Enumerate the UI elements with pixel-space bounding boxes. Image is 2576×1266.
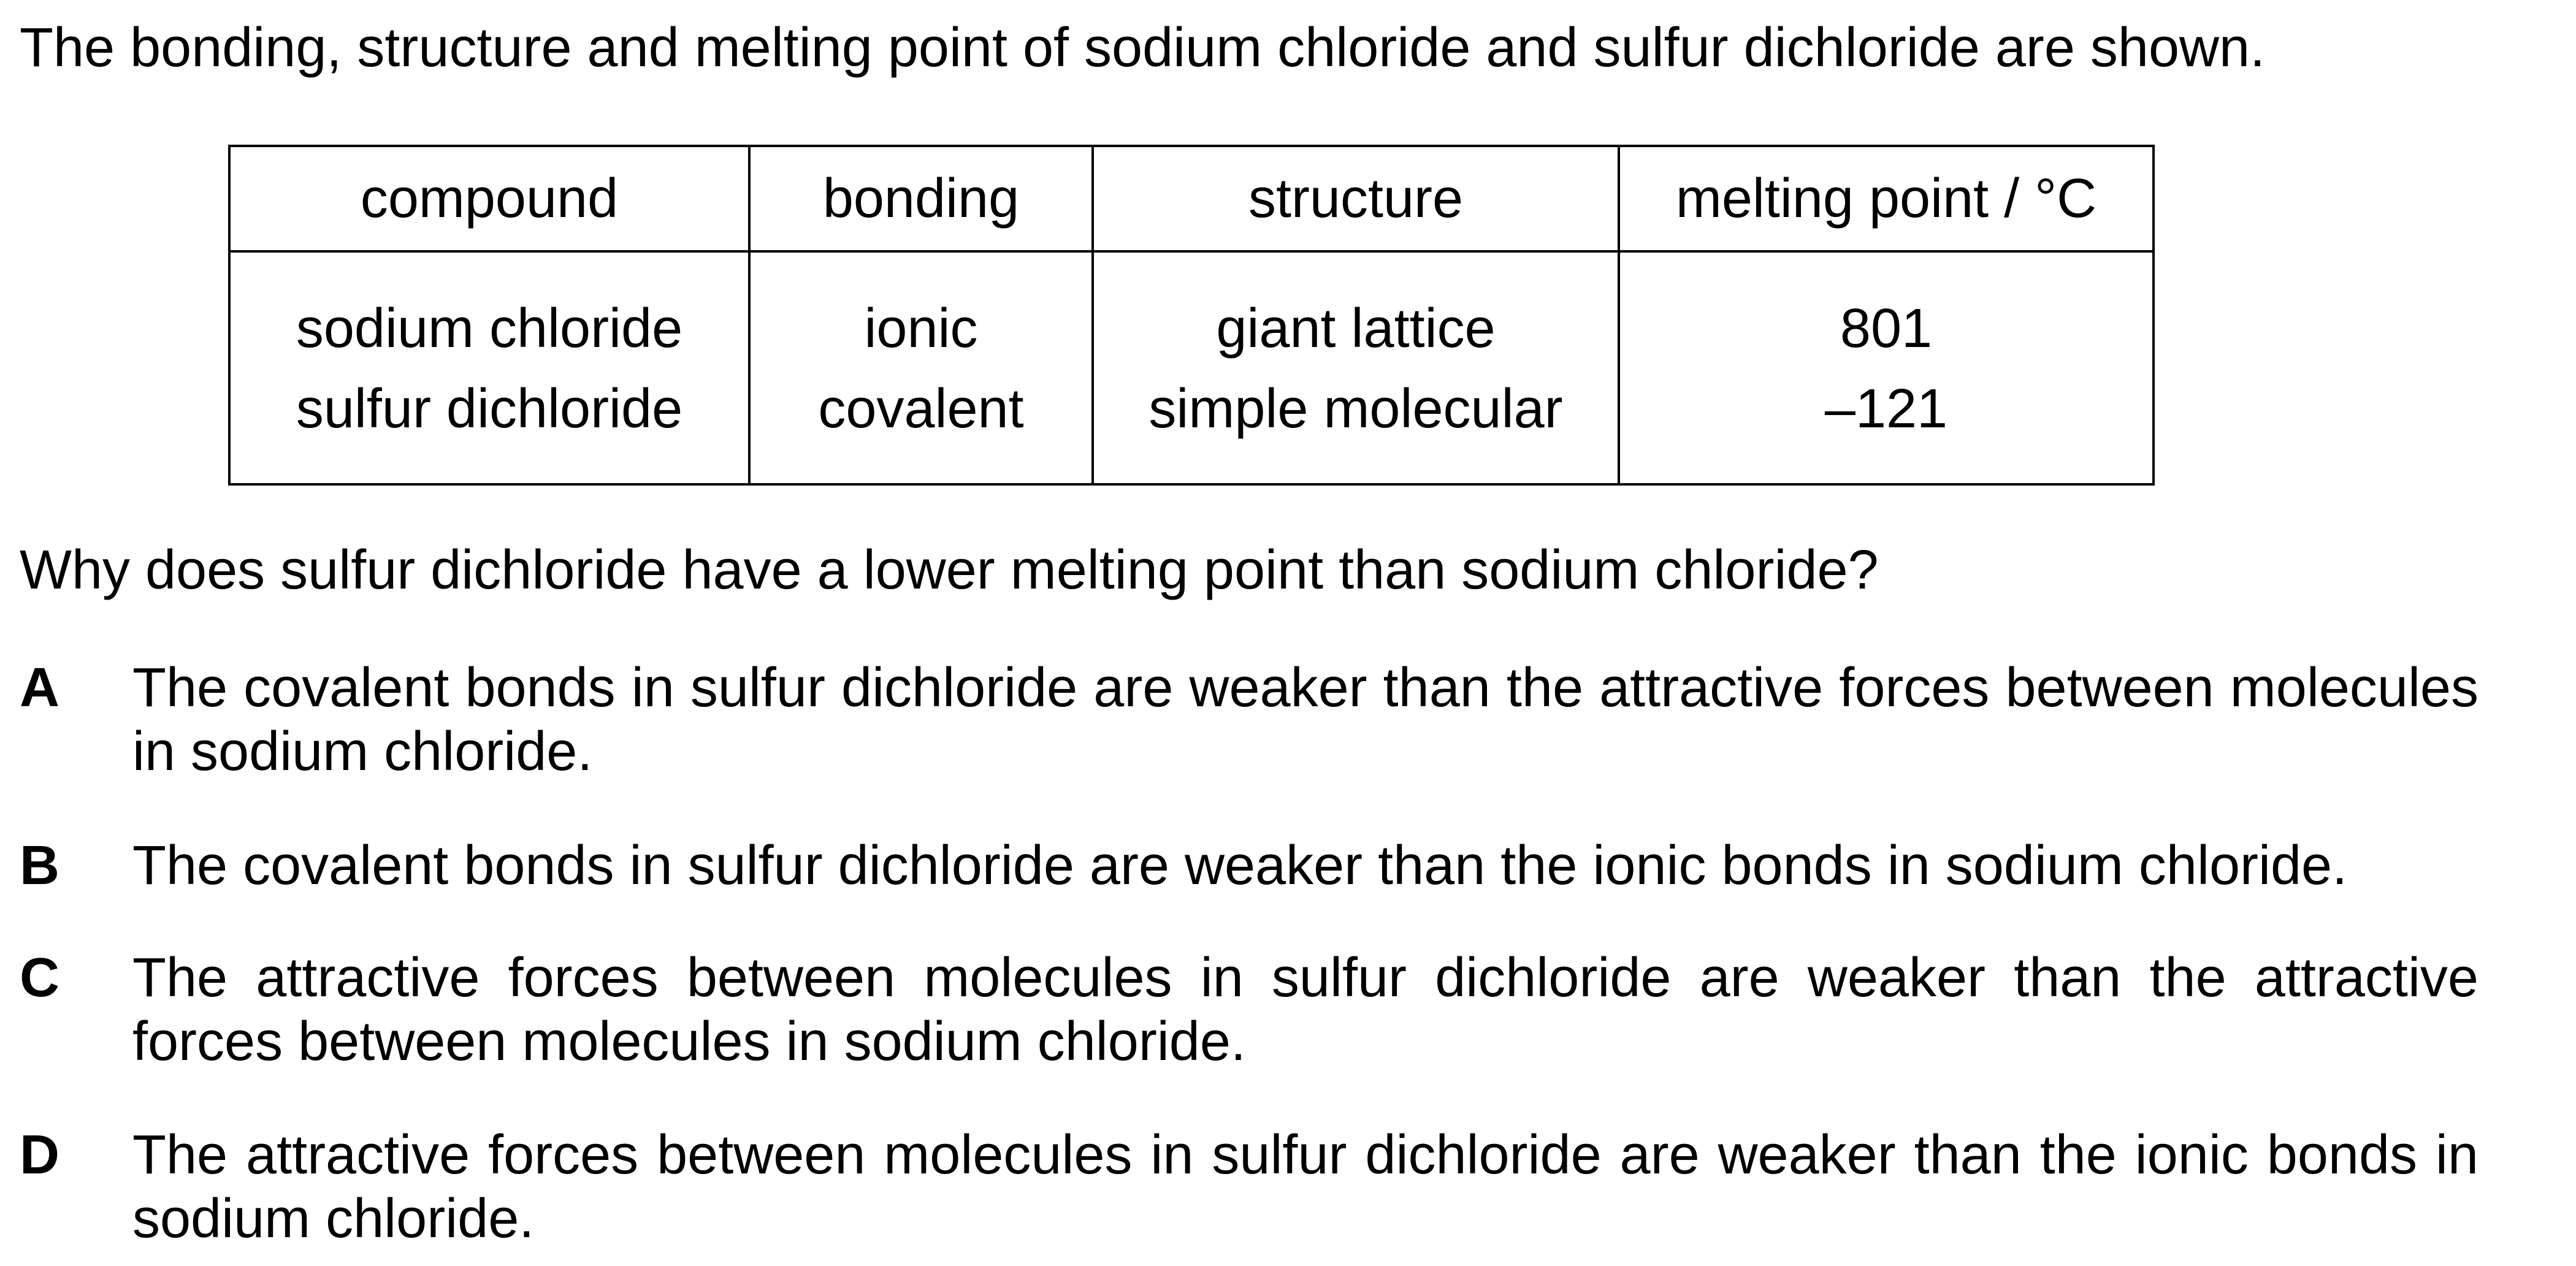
header-melting-point: melting point / °C <box>1619 146 2154 251</box>
table-row <box>229 251 2154 372</box>
option-letter: D <box>20 1124 59 1186</box>
option-c[interactable] <box>20 946 2479 1073</box>
option-letter: C <box>20 947 59 1009</box>
cell-compound: sulfur dichloride <box>296 378 683 440</box>
question-text: Why does sulfur dichloride have a lower melting point than sodium chloride? <box>20 540 1879 601</box>
table-row <box>229 372 2154 484</box>
cell-melting-point: 801 <box>1619 251 2154 372</box>
intro-text: The bonding, structure and melting point of sodium chloride and sulfur dichloride are shown. <box>20 17 2266 78</box>
option-text: The attractive forces between molecules in sulfur dichloride are weaker than the attractive forces between molecules in sodium chloride. <box>132 947 2479 1072</box>
header-compound: compound <box>229 146 749 251</box>
compound-table <box>228 145 2155 486</box>
option-text: The covalent bonds in sulfur dichloride are weaker than the attractive forces between molecules in sodium chloride. <box>132 657 2479 782</box>
cell-structure: simple molecular <box>1093 372 1619 484</box>
table-header-row <box>229 146 2154 251</box>
option-text: The covalent bonds in sulfur dichloride are weaker than the ionic bonds in sodium chloride. <box>132 835 2348 896</box>
option-d[interactable] <box>20 1123 2479 1251</box>
option-letter: B <box>20 835 59 896</box>
option-text: The attractive forces between molecules in sulfur dichloride are weaker than the ionic bonds in sodium chloride. <box>132 1124 2479 1249</box>
cell-compound: sodium chloride <box>296 298 683 359</box>
option-letter: A <box>20 657 59 719</box>
header-structure: structure <box>1093 146 1619 251</box>
cell-bonding: ionic <box>749 251 1093 372</box>
option-a[interactable] <box>20 656 2479 784</box>
header-bonding: bonding <box>749 146 1093 251</box>
cell-melting-point: –121 <box>1619 372 2154 484</box>
cell-structure: giant lattice <box>1093 251 1619 372</box>
cell-bonding: covalent <box>749 372 1093 484</box>
option-b[interactable] <box>20 834 2479 898</box>
